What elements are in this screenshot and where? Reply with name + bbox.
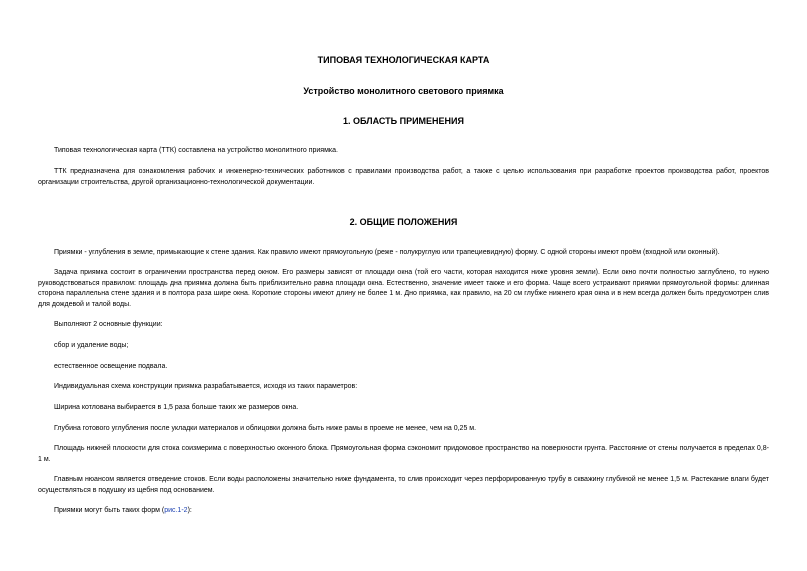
figure-reference-text-end: ): [187,507,192,514]
list-item-lighting: естественное освещение подвала. [54,363,168,370]
document-subtitle: Устройство монолитного светового приямка [303,86,504,96]
section-2-paragraph-3: Выполняют 2 основные функции: [54,321,163,328]
section-2-paragraph-9: Площадь нижней плоскости для стока соизмерима с поверхностью оконного блока. Прямоугольная форма сэкономит придомовое пространство на поверхности грунта. Расстояние от стены получается в пределах 0,8-1 м. [38,445,769,463]
figure-reference-text-start: Приямки могут быть таких форм ( [54,507,165,514]
section-1-paragraph-1: Типовая технологическая карта (ТТК) составлена на устройство монолитного приямка. [54,147,338,154]
section-2-paragraph-1: Приямки - углубления в земле, примыкающие к стене здания. Как правило имеют прямоугольную (реже - полукруглую или трапециевидную) форму. С одной стороны имеют проём (входной или оконный). [54,249,720,256]
section-2-paragraph-6: Индивидуальная схема конструкции приямка разрабатывается, исходя из таких параметров: [54,383,358,390]
section-2-paragraph-11 [38,506,769,517]
figure-link[interactable]: рис.1-2 [164,507,188,514]
section-2-paragraph-7: Ширина котлована выбирается в 1,5 раза больше таких же размеров окна. [54,404,299,411]
section-2-paragraph-10: Главным нюансом является отведение стоков. Если воды расположены значительно ниже фундамента, то слив происходит через перфорированную трубу в скважину глубиной не менее 1,5 м. Растекание влаги будет осуществляться в подушку из щебня под основанием. [38,476,769,494]
section-2-heading: 2. ОБЩИЕ ПОЛОЖЕНИЯ [349,217,458,227]
list-item-water: сбор и удаление воды; [54,342,129,349]
document-title: ТИПОВАЯ ТЕХНОЛОГИЧЕСКАЯ КАРТА [317,55,490,65]
section-2-paragraph-8: Глубина готового углубления после укладки материалов и облицовки должна быть ниже рамы в проеме не менее, чем на 0,25 м. [54,425,477,432]
section-1-paragraph-2: ТТК предназначена для ознакомления рабочих и инженерно-технических работников с правилами производства работ, а также с целью использования при разработке проектов производства работ, проектов организации строительства, другой организационно-технологической документации. [38,168,769,186]
section-1-heading: 1. ОБЛАСТЬ ПРИМЕНЕНИЯ [343,116,464,126]
section-2-paragraph-2: Задача приямка состоит в ограничении пространства перед окном. Его размеры зависят от площади окна (той его части, которая находится ниже уровня земли). Если окно почти полностью заглублено, то нужно руководствоваться правилом: площадь дна приямка должна быть приблизительно равна площади окна. Естественно, значение имеет также и его форма. Чаще всего устраивают приямки прямоугольной формы: длинная сторона параллельна стене здания и в полтора раза шире окна. Короткие стороны имеют длину не более 1 м. Дно приямка, как правило, на 20 см глубже нижнего края окна и в нем всегда должен быть предусмотрен слив для дождевой и талой воды. [38,269,769,308]
